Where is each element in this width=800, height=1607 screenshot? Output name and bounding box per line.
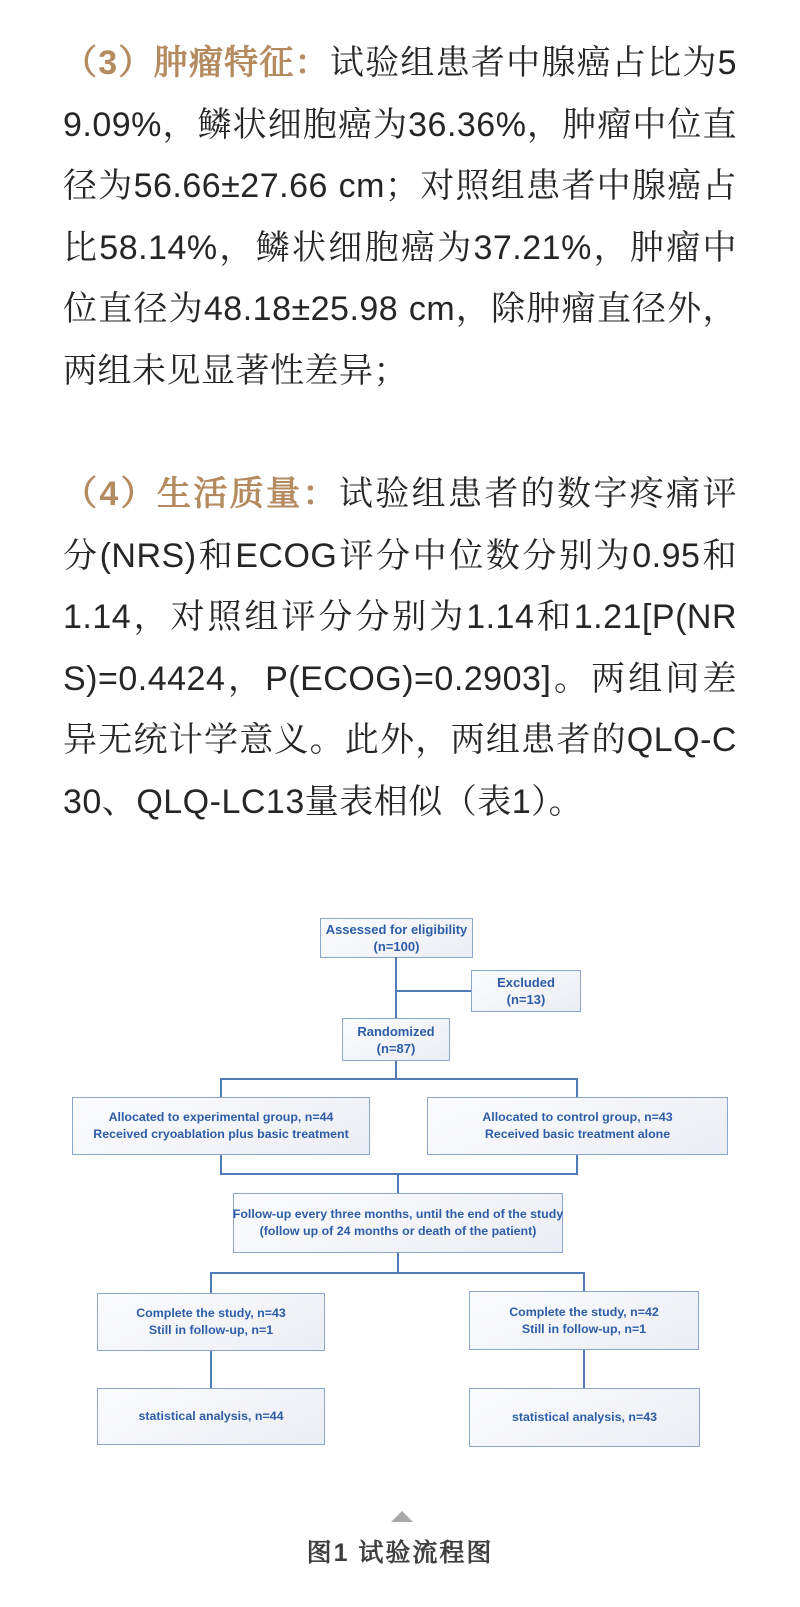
flow-box-assessed-line1: Assessed for eligibility <box>325 922 468 937</box>
paragraph-quality-of-life <box>63 464 737 833</box>
connector-randomized-split <box>395 1061 397 1078</box>
flow-box-statistical-control-line1: statistical analysis, n=43 <box>512 1410 657 1424</box>
flow-box-allocated-experimental-line1: Allocated to experimental group, n=44 <box>108 1110 334 1124</box>
flow-box-followup <box>233 1193 563 1253</box>
flow-box-complete-control <box>469 1291 699 1350</box>
flow-box-complete-experimental-line2: Still in follow-up, n=1 <box>148 1323 274 1337</box>
flow-box-complete-experimental <box>97 1293 325 1351</box>
paragraph-3-label: （3）肿瘤特征： <box>63 44 330 82</box>
flow-box-excluded-line2: (n=13) <box>506 992 546 1007</box>
flow-box-followup-line1: Follow-up every three months, until the end of the study <box>232 1207 564 1221</box>
paragraph-4-text: 试验组患者的数字疼痛评分(NRS)和ECOG评分中位数分别为0.95和1.14，对照组评分分别为1.14和1.21[P(NRS)=0.4424，P(ECOG)=0.2903]。两组间差异无统计学意义。此外，两组患者的QLQ-C30、QLQ-LC13量表相似（表1）。 <box>63 475 737 821</box>
flow-box-randomized <box>342 1018 450 1061</box>
flow-box-randomized-line1: Randomized <box>357 1023 435 1039</box>
flow-box-allocated-control <box>427 1097 728 1155</box>
connector-assessed-randomized <box>395 957 397 1018</box>
connector-bottom-right-drop <box>583 1272 585 1291</box>
connector-split-right-drop <box>576 1078 578 1097</box>
connector-merge-followup <box>397 1173 399 1193</box>
flow-box-complete-control-line1: Complete the study, n=42 <box>509 1304 659 1319</box>
connector-merge-horizontal <box>220 1173 578 1175</box>
paragraph-3-text: 试验组患者中腺癌占比为59.09%，鳞状细胞癌为36.36%，肿瘤中位直径为56.66±27.66 cm；对照组患者中腺癌占比58.14%，鳞状细胞癌为37.21%，肿瘤中位直径为48.18±25.98 cm，除肿瘤直径外，两组未见显著性差异； <box>63 44 737 390</box>
connector-followup-split <box>397 1253 399 1272</box>
connector-bottom-left-drop <box>210 1272 212 1293</box>
connector-split-horizontal <box>220 1078 578 1080</box>
flow-box-excluded <box>471 970 581 1012</box>
connector-completeleft-statleft <box>210 1351 212 1388</box>
connector-to-excluded <box>396 990 471 992</box>
flow-box-complete-control-line2: Still in follow-up, n=1 <box>521 1321 647 1336</box>
flow-box-statistical-control <box>469 1388 700 1447</box>
flow-box-assessed-line2: (n=100) <box>373 939 420 954</box>
connector-allocright-down <box>576 1155 578 1173</box>
figure-caption: 图1 试验流程图 <box>306 1539 494 1567</box>
connector-allocleft-down <box>220 1155 222 1173</box>
flow-box-allocated-experimental-line2: Received cryoablation plus basic treatment <box>93 1127 349 1141</box>
flow-box-excluded-line1: Excluded <box>497 975 555 990</box>
flow-box-allocated-control-line2: Received basic treatment alone <box>484 1127 671 1141</box>
flow-box-complete-experimental-line1: Complete the study, n=43 <box>136 1306 286 1320</box>
flow-box-allocated-control-line1: Allocated to control group, n=43 <box>482 1110 673 1124</box>
paragraph-tumor-characteristics <box>63 33 737 402</box>
connector-split-left-drop <box>220 1078 222 1097</box>
collapse-triangle-icon <box>391 1511 413 1522</box>
flow-box-assessed <box>320 918 473 958</box>
paragraph-4-label: （4）生活质量： <box>63 475 339 513</box>
connector-bottom-split-horizontal <box>210 1272 585 1274</box>
flow-box-statistical-experimental-line1: statistical analysis, n=44 <box>138 1409 284 1423</box>
flow-box-followup-line2: (follow up of 24 months or death of the patient) <box>259 1224 537 1238</box>
flow-box-allocated-experimental <box>72 1097 370 1155</box>
flow-box-randomized-line2: (n=87) <box>376 1040 416 1056</box>
flow-box-statistical-experimental <box>97 1388 325 1445</box>
connector-completeright-statright <box>583 1350 585 1388</box>
